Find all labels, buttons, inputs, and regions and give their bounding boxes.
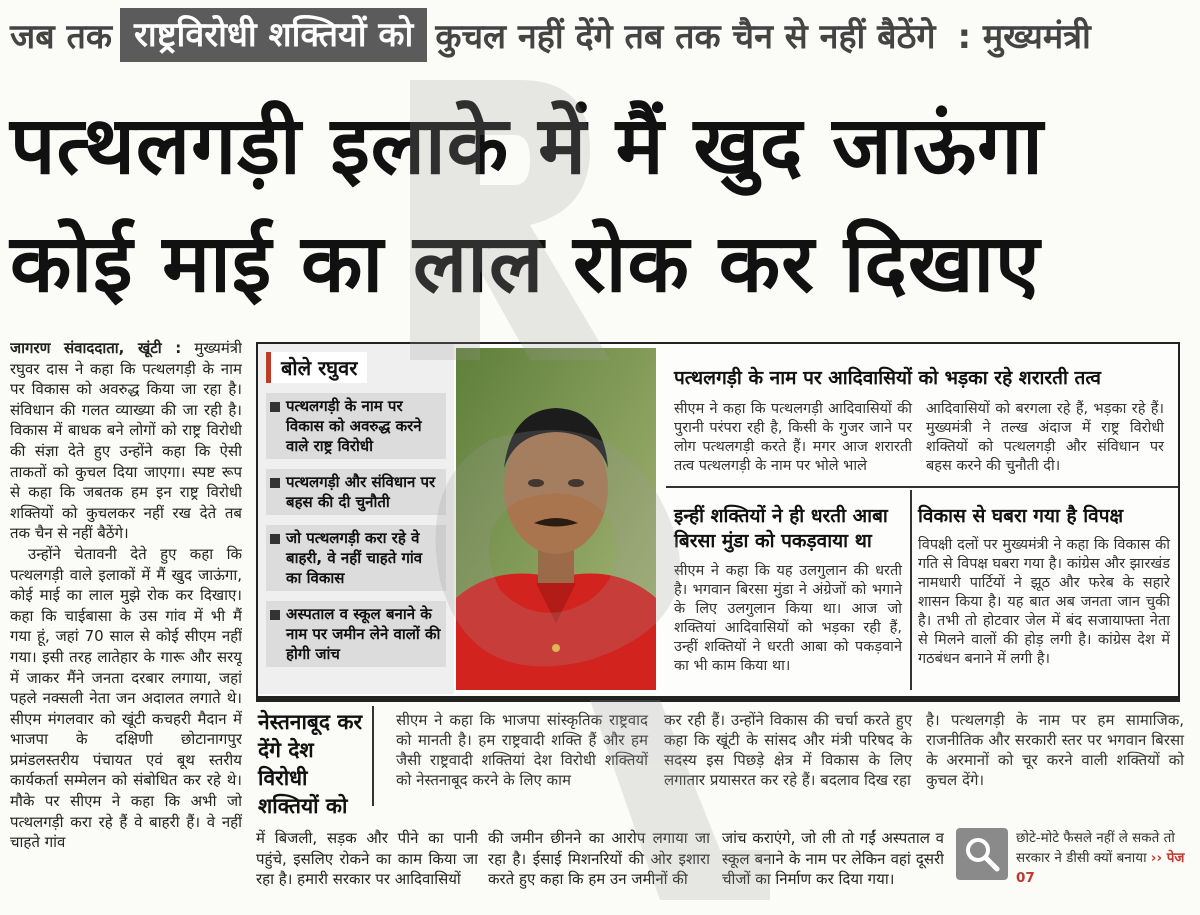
square-bullet-icon <box>270 534 280 544</box>
byline: जागरण संवाददाता, खूंटी : <box>10 339 182 357</box>
section2-text: सीएम ने कहा कि यह उलगुलान की धरती है। भगवान बिरसा मुंडा ने अंग्रेजों को भगाने के लिए उलगुलान किया था। आज जो शक्तियां आदिवासियों को भड़का रही हैं, उन्हीं शक्तियों ने धरती आबा को पकड़वाने का भी काम किया था। <box>674 563 902 674</box>
continuation-col2: की जमीन छीनने का आरोप लगाया जा रहा है। ईसाई मिशनरियों की ओर इशारा करते हुए कहा कि हम उन जमीनों की <box>488 829 710 889</box>
section4-col1: सीएम ने कहा कि भाजपा सांस्कृतिक राष्ट्रवाद को मानती है। हम राष्ट्रवादी शक्ति हैं और हम जैसी राष्ट्रवादी शक्तियां देश विरोधी शक्तियों को नेस्तनाबूद करने के लिए काम <box>396 711 648 789</box>
section1-title: पत्थलगड़ी के नाम पर आदिवासियों को भड़का रहे शरारती तत्व <box>674 367 1101 389</box>
sidebar-item: पत्थलगड़ी के नाम पर विकास को अवरुद्ध करने वाले राष्ट्र विरोधी <box>266 393 446 459</box>
headline-line-2: कोई माई का लाल रोक कर दिखाए <box>10 217 1041 310</box>
kicker-attribution: : मुख्यमंत्री <box>957 17 1091 57</box>
section1-col1: सीएम ने कहा कि पत्थलगड़ी आदिवासियों की पुरानी परंपरा रही है, किसी के गुजर जाने पर लोग पत्थलगड़ी करते हैं। मगर आज शरारती तत्व पत्थलगड़ी के नाम पर भोले भाले <box>674 401 912 474</box>
sidebar-title: बोले रघुवर <box>266 352 367 383</box>
lead-paragraph-1 <box>10 338 242 544</box>
sidebar-item: जो पत्थलगड़ी करा रहे वे बाहरी, वे नहीं चाहते गांव का विकास <box>266 525 446 591</box>
square-bullet-icon <box>270 402 280 412</box>
lead-column <box>10 338 242 910</box>
kicker-pre: जब तक <box>10 17 112 57</box>
section1-col2: आदिवासियों को बरगला रहे हैं, भड़का रहे हैं। मुख्यमंत्री ने तल्ख अंदाज में राष्ट्र विरोधी शक्तियों को पत्थलगड़ी और संविधान पर बहस करने की चुनौती दी। <box>926 401 1164 474</box>
section3-title: विकास से घबरा गया है विपक्ष <box>918 505 1124 527</box>
section4-col3: है। पत्थलगड़ी के नाम पर हम सामाजिक, राजनीतिक और सरकारी स्तर पर भगवान बिरसा के अरमानों को चूर करने वाली शक्तियों को कुचल देंगे। <box>926 711 1184 789</box>
lead-paragraph-2: उन्होंने चेतावनी देते हुए कहा कि पत्थलगड़ी वाले इलाकों में मैं खुद जाऊंगा, कोई माई का लाल मुझे रोक कर दिखाए। कहा कि चाईबासा के उस गांव में भी मैं गया हूं, जहां 70 साल से कोई सीएम नहीं गया। इसी तरह लातेहार के गारू और सरयू में जाकर मैंने जनता दरबार लगाया, जहां पहले नक्सली नेता जन अदालत लगाते थे। सीएम मंगलवार को खूंटी कचहरी मैदान में भाजपा के दक्षिणी छोटानागपुर प्रमंडलस्तरीय पंचायत एवं बूथ स्तरीय कार्यकर्ता सम्मेलन को संबोधित कर रहे थे। मौके पर सीएम ने कहा कि अभी जो पत्थलगड़ी करा रहे हैं वे बाहरी हैं। वे नहीं चाहते गांव <box>10 544 242 852</box>
kicker-post: कुचल नहीं देंगे तब तक चैन से नहीं बैठेंगे <box>435 17 936 57</box>
kicker-highlight: राष्ट्रविरोधी शक्तियों को <box>120 8 427 62</box>
square-bullet-icon <box>270 478 280 488</box>
sidebar-item: अस्पताल व स्कूल बनाने के नाम पर जमीन लेने वालों की होगी जांच <box>266 601 446 667</box>
section3-text: विपक्षी दलों पर मुख्यमंत्री ने कहा कि विकास की गति से विपक्ष घबरा गया है। कांग्रेस और झारखंड नामधारी पार्टियों ने झूठ और फरेब के सहारे शासन किया है। यह बात अब जनता जान चुकी है। तभी तो होटवार जेल में बंद सजायाफ्ता नेता से मिलने वालों की होड़ लगी है। कांग्रेस देश में गठबंधन बनाने में लगी है। <box>918 537 1170 667</box>
kicker <box>10 6 1190 64</box>
sidebar-item: पत्थलगड़ी और संविधान पर बहस की दी चुनौती <box>266 469 446 515</box>
page-teaser[interactable] <box>956 828 1190 910</box>
column-divider <box>910 490 912 690</box>
teaser-page-link[interactable]: ›› पेज 07 <box>1016 850 1185 886</box>
column-divider <box>372 706 374 806</box>
headline-line-1: पत्थलगड़ी इलाके में मैं खुद जाऊंगा <box>10 99 1044 192</box>
box-bottom-rule <box>258 696 1178 702</box>
feature-box <box>256 342 1180 702</box>
continuation-col3: जांच कराएंगे, जो ली तो गईं अस्पताल व स्कूल बनाने के नाम पर लेकिन वहां दूसरी चीजों का निर्माण कर दिया गया। <box>722 829 944 889</box>
square-bullet-icon <box>270 610 280 620</box>
teaser-text: छोटे-मोटे फैसले नहीं ले सकते तो सरकार ने डीसी क्यों बनाया ›› पेज 07 <box>1016 830 1185 886</box>
section4-title: नेस्तनाबूद कर देंगे देश विरोधी शक्तियों को <box>258 710 363 818</box>
section-divider <box>666 486 1178 488</box>
continuation-col1: में बिजली, सड़क और पीने का पानी पहुंचे, इसलिए रोकने का काम किया जा रहा है। हमारी सरकार पर आदिवासियों <box>256 829 478 889</box>
section2-title: इन्हीं शक्तियों ने ही धरती आबा बिरसा मुंडा को पकड़वाया था <box>674 505 888 552</box>
section4-col2: कर रही हैं। उन्होंने विकास की चर्चा करते हुए कहा कि खूंटी के सांसद और मंत्री परिषद के सदस्य इस पिछड़े क्षेत्र में विकास के लिए लगातार प्रयासरत कर रहे हैं। बदलाव दिख रहा <box>664 711 912 789</box>
lead-text-1: मुख्यमंत्री रघुवर दास ने कहा कि पत्थलगड़ी के नाम पर विकास को अवरुद्ध किया जा रहा है। संविधान की गलत व्याख्या की जा रही है। विकास में बाधक बने लोगों को राष्ट्र विरोधी की संज्ञा देते हुए उन्होंने कहा कि ऐसी ताकतों को कुचल दिया जाएगा। स्पष्ट रूप से कहा कि जबतक हम इन राष्ट्र विरोधी शक्तियों को कुचलकर नहीं रख देते तब तक चैन से नहीं बैठेंगे। <box>10 339 242 543</box>
magnifier-icon <box>956 828 1008 880</box>
sidebar <box>258 344 454 694</box>
portrait-photo <box>456 348 656 690</box>
